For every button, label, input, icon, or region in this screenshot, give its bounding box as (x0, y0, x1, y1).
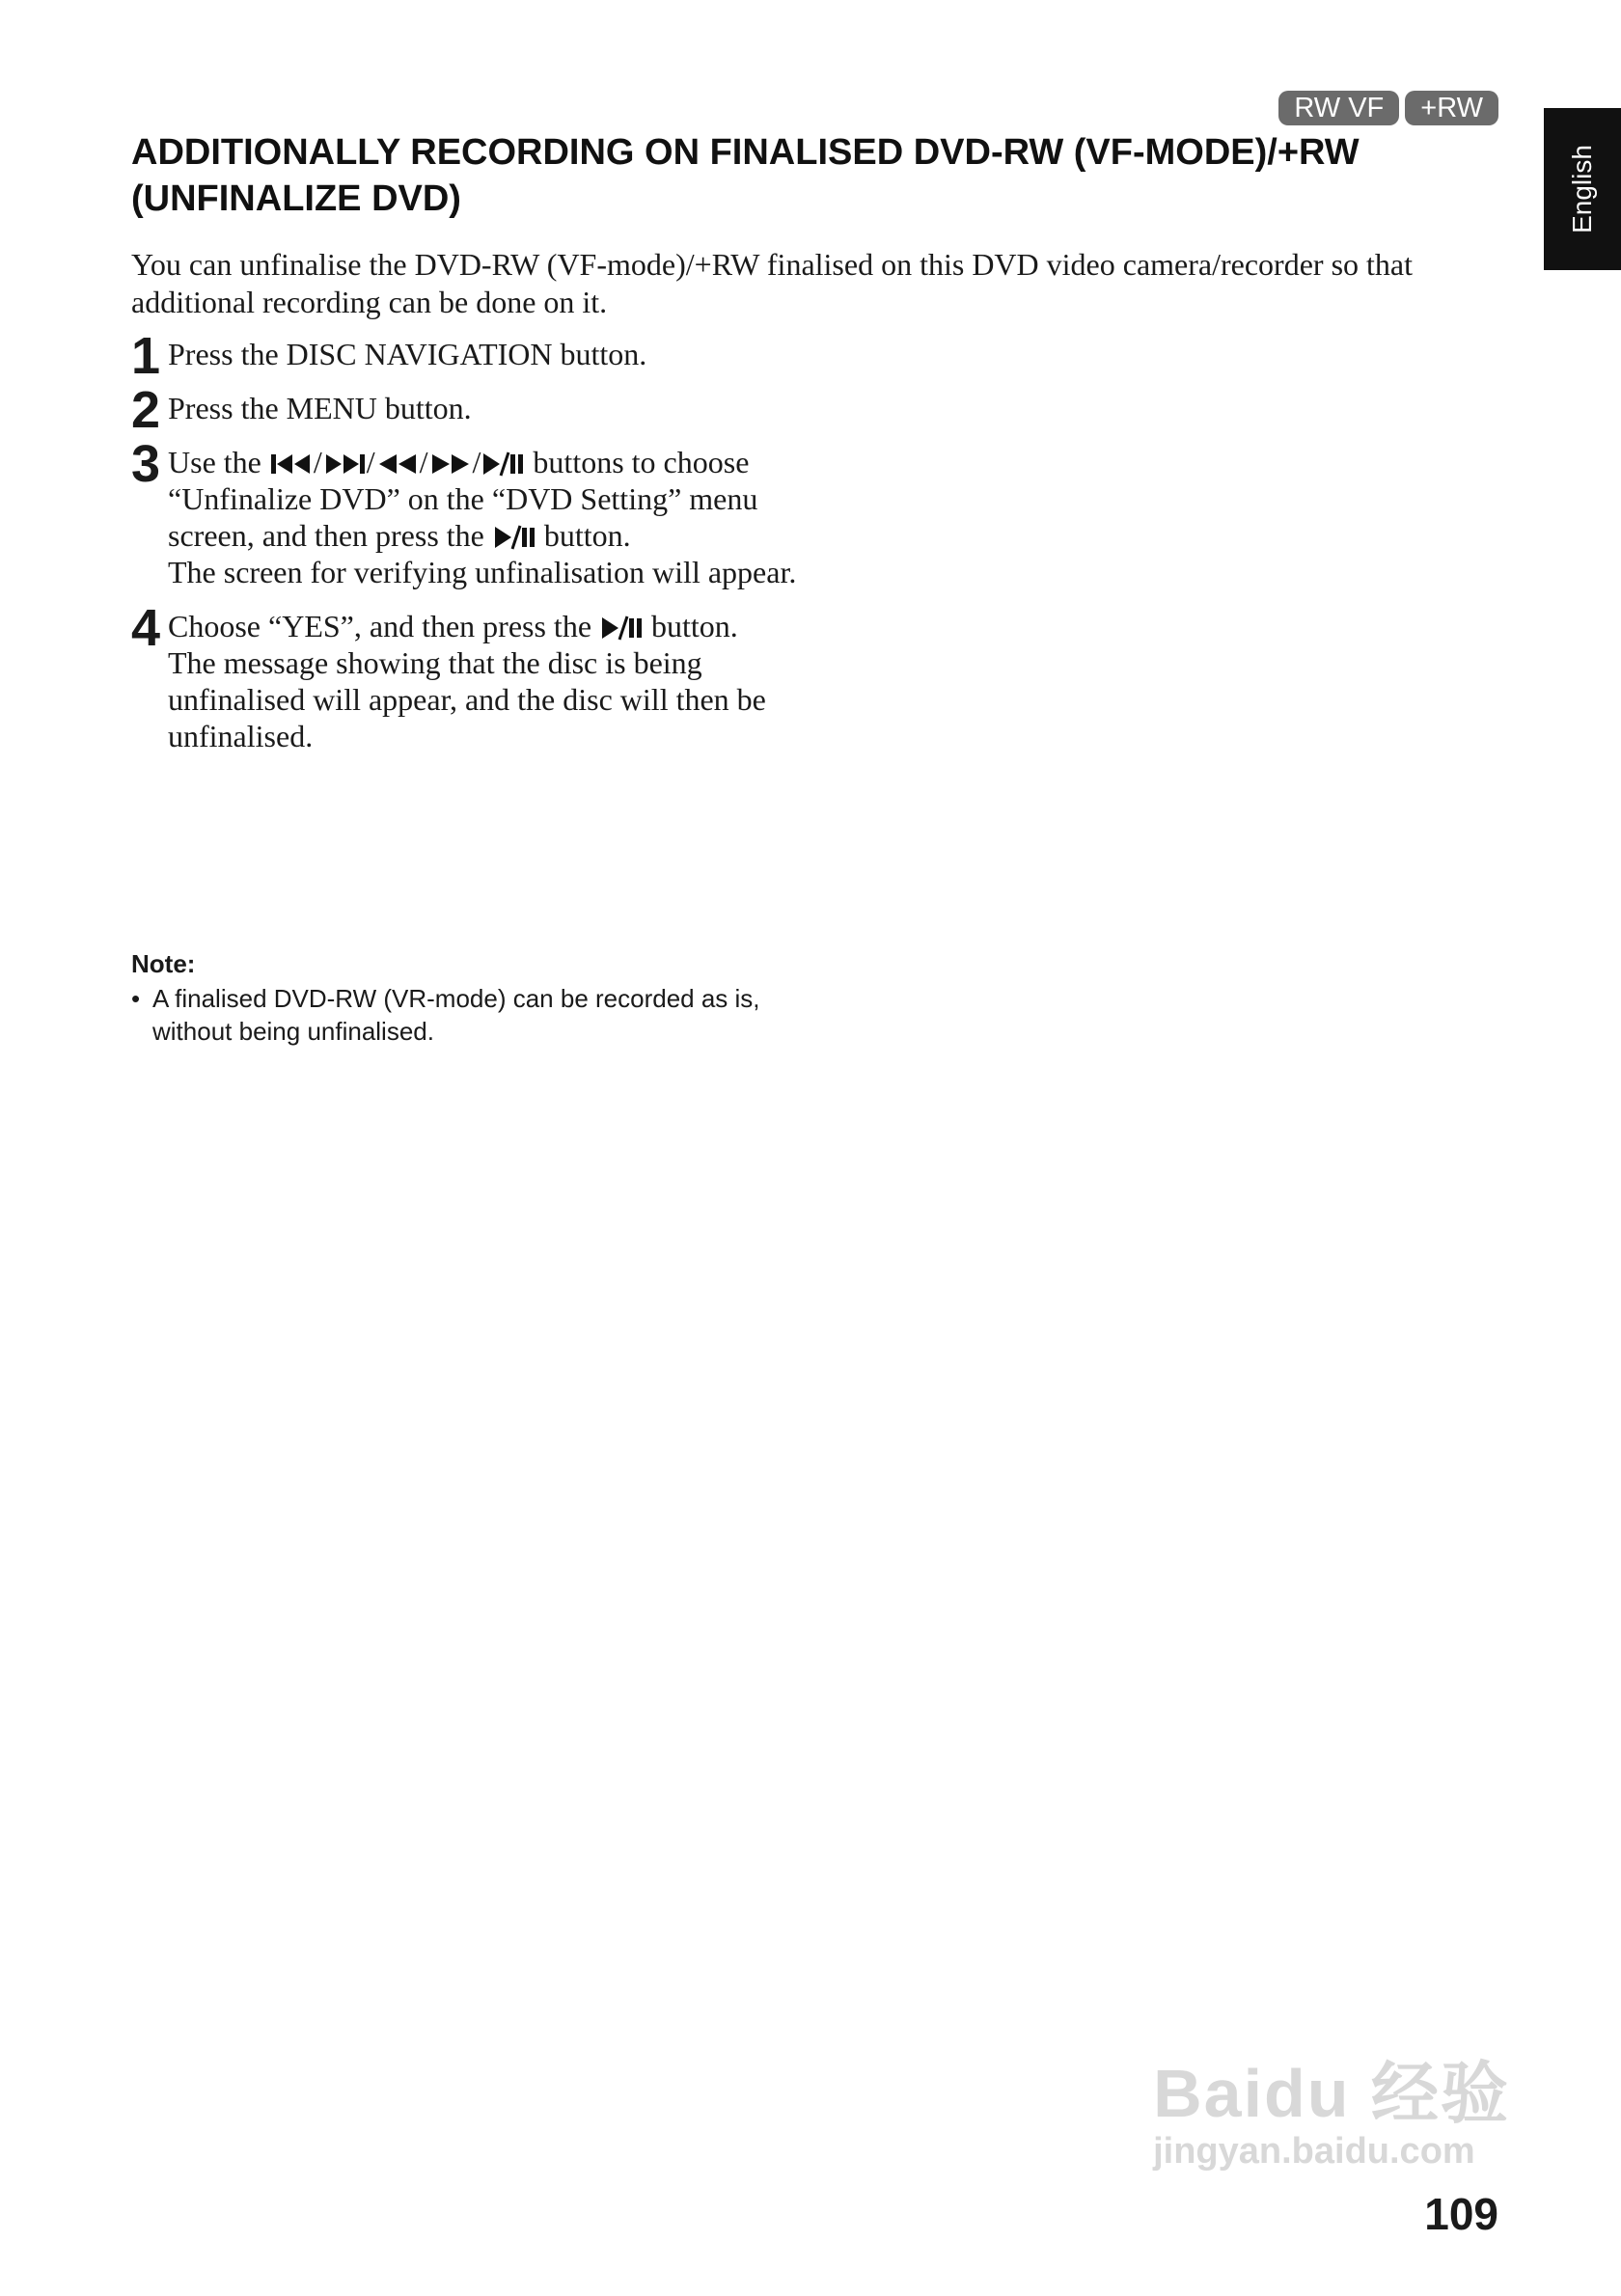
disc-type-badges (1278, 91, 1498, 125)
step-1 (131, 327, 807, 385)
badge-plus-rw: +RW (1405, 91, 1498, 125)
step-text-end: button. (543, 518, 631, 553)
step-3 (131, 435, 807, 590)
step-text-lead: Choose “YES”, and then press the (168, 609, 592, 643)
step-text-middle: buttons to choose “Unfinalize DVD” on the “DVD Setting” menu screen, and then press the (168, 445, 758, 553)
step-instruction (168, 444, 807, 554)
slash-separator: / (419, 445, 428, 479)
language-label: English (1567, 145, 1597, 233)
note-item: • A finalised DVD-RW (VR-mode) can be recorded as is, without being unfinalised. (131, 982, 807, 1048)
slash-separator: / (313, 445, 322, 479)
note-list (131, 982, 807, 1048)
step-number: 2 (131, 381, 161, 439)
step-text-lead: Use the (168, 445, 261, 479)
slash-separator: / (366, 445, 375, 479)
play-pause-icon (492, 523, 536, 552)
step-4 (131, 599, 807, 754)
step-result: The screen for verifying unfinalisation will appear. (168, 555, 797, 589)
step-number: 1 (131, 327, 161, 385)
step-2 (131, 381, 807, 439)
slash-separator: / (472, 445, 481, 479)
step-instruction (168, 608, 807, 644)
steps-list (131, 327, 807, 772)
language-tab (1544, 108, 1621, 270)
badge-rw-vf: RW VF (1278, 91, 1399, 125)
section-title: ADDITIONALLY RECORDING ON FINALISED DVD-RW (VF-MODE)/+RW (UNFINALIZE DVD) (131, 132, 1360, 219)
play-pause-icon (599, 614, 644, 642)
step-number: 3 (131, 435, 161, 493)
intro-paragraph: You can unfinalise the DVD-RW (VF-mode)/+RW finalised on this DVD video camera/recorder so that additional recording can be done on it. (131, 247, 1413, 319)
step-result: The message showing that the disc is being unfinalised will appear, and the disc will then be unfinalised. (168, 645, 766, 753)
fast-forward-icon (428, 450, 473, 478)
step-text: Press the MENU button. (168, 391, 472, 425)
skip-forward-icon (322, 450, 367, 478)
skip-back-icon (269, 450, 314, 478)
watermark-logo (1153, 2055, 1510, 2171)
rewind-icon (375, 450, 420, 478)
page-number: 109 (1424, 2189, 1498, 2239)
play-pause-icon (481, 450, 525, 478)
step-number: 4 (131, 599, 161, 657)
step-text: Press the DISC NAVIGATION button. (168, 337, 647, 371)
watermark-url: jingyan.baidu.com (1153, 2131, 1475, 2172)
watermark-brand: Baidu 经验 (1153, 2056, 1510, 2131)
note-heading: Note: (131, 949, 196, 978)
step-text-end: button. (651, 609, 738, 643)
